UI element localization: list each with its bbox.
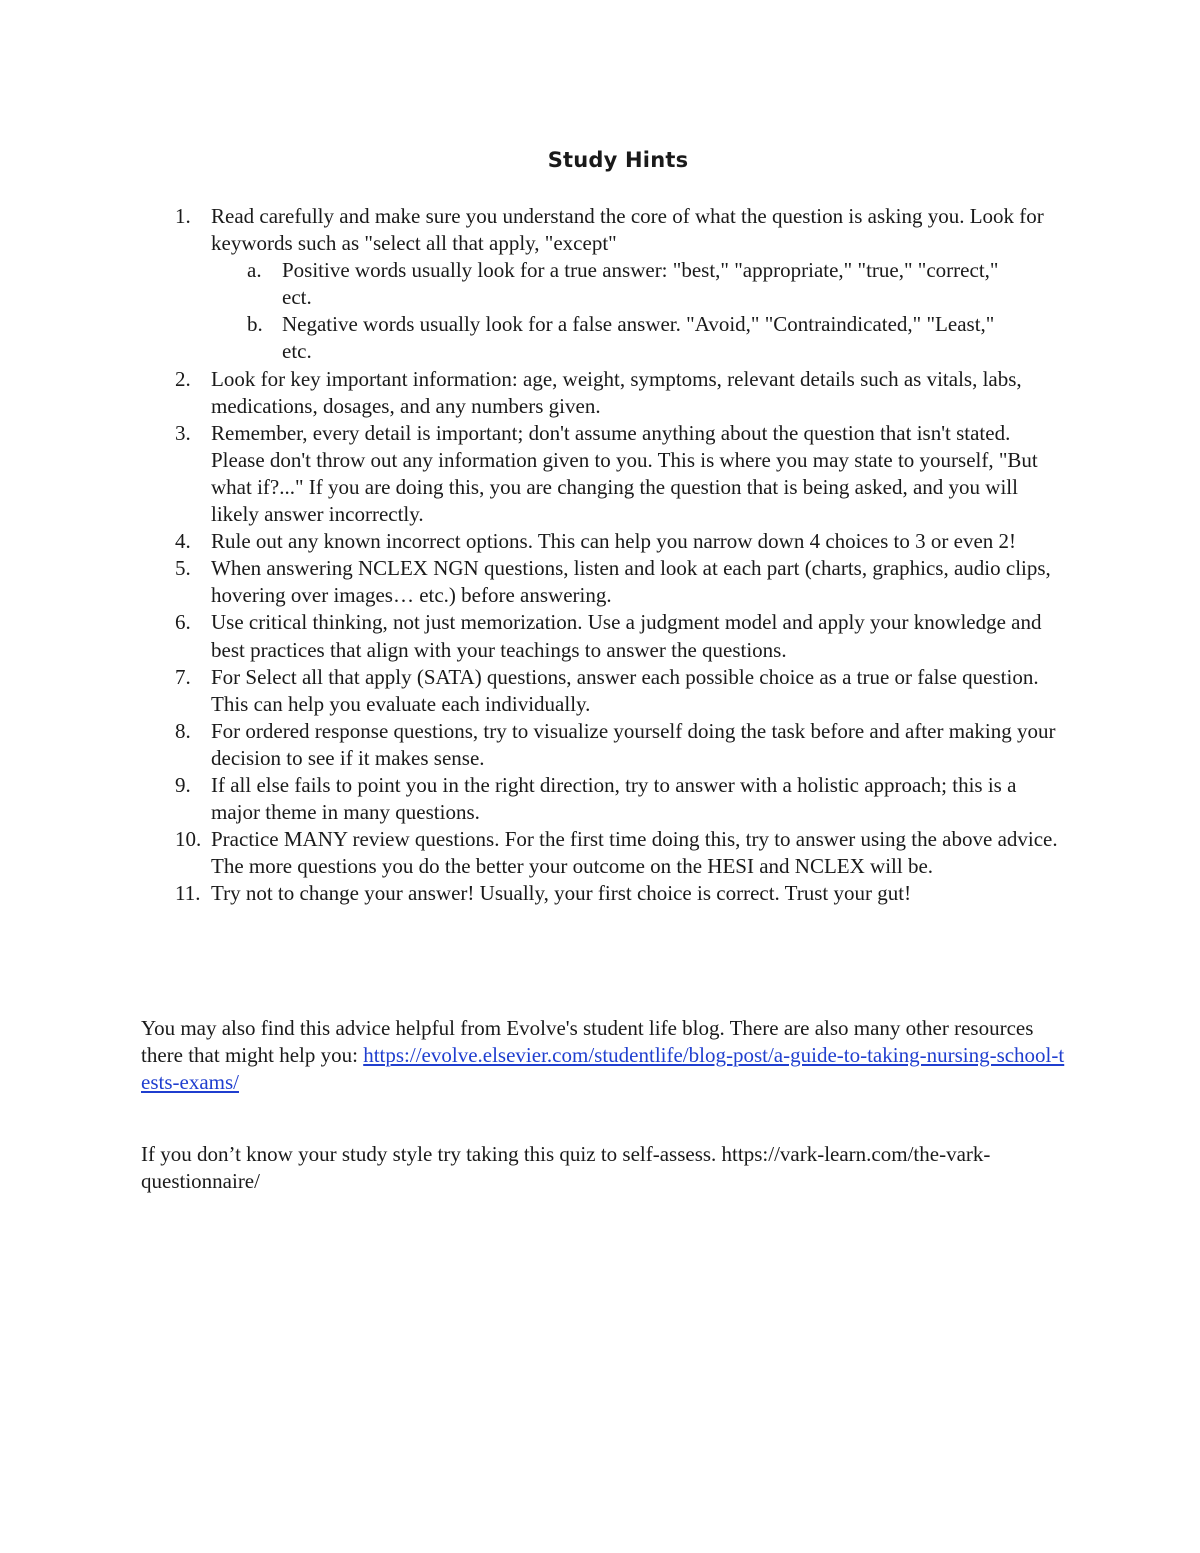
sub-list-item — [0, 257, 1022, 311]
evolve-blog-paragraph — [141, 1015, 1071, 1096]
item-number: 2. — [175, 366, 191, 391]
document-title: Study Hints — [547, 148, 689, 172]
list-item — [0, 772, 1061, 826]
paragraph-text: You may also find this advice helpful from Evolve's student life blog. There are also many other resources there that might help you: — [141, 1016, 1034, 1068]
list-item — [0, 420, 1061, 528]
item-text: Rule out any known incorrect options. This can help you narrow down 4 choices to 3 or even 2! — [211, 529, 1017, 554]
item-text: Practice MANY review questions. For the first time doing this, try to answer using the above advice. The more questions you do the better your outcome on the HESI and NCLEX will be. — [211, 827, 1058, 879]
item-number: 7. — [175, 664, 191, 689]
item-number: 1. — [175, 204, 191, 228]
item-number: 4. — [175, 529, 191, 554]
item-text: For Select all that apply (SATA) questions, answer each possible choice as a true or false question. This can help you evaluate each individually. — [211, 664, 1039, 716]
item-text: Look for key important information: age, weight, symptoms, relevant details such as vitals, labs, medications, dosages, and any numbers given. — [211, 366, 1022, 418]
item-number: 5. — [175, 556, 191, 581]
item-number: 8. — [175, 718, 191, 743]
item-text: For ordered response questions, try to visualize yourself doing the task before and after making your decision to see if it makes sense. — [211, 718, 1056, 770]
item-number: 3. — [175, 420, 191, 445]
list-item — [0, 664, 1061, 718]
item-text: Use critical thinking, not just memorization. Use a judgment model and apply your knowledge and best practices that align with your teachings to answer the questions. — [211, 610, 1042, 662]
item-text: If all else fails to point you in the right direction, try to answer with a holistic approach; this is a major theme in many questions. — [211, 772, 1017, 825]
list-item — [0, 555, 1061, 609]
hints-list — [0, 203, 1200, 907]
item-number: 6. — [175, 610, 191, 635]
item-number: 10. — [175, 827, 202, 852]
sub-item-text: Negative words usually look for a false answer. "Avoid," "Contraindicated," "Least," etc. — [282, 312, 995, 364]
list-item — [0, 366, 1061, 420]
list-item — [0, 203, 1061, 257]
list-item — [0, 528, 1061, 555]
item-text: When answering NCLEX NGN questions, listen and look at each part (charts, graphics, audio clips, hovering over images… etc.) before answering. — [211, 556, 1051, 608]
item-text: Read carefully and make sure you understand the core of what the question is asking you. Look for keywords such as "select all that apply, "except" — [211, 204, 1044, 256]
item-text: Try not to change your answer! Usually, your first choice is correct. Trust your gut! — [211, 881, 912, 906]
list-item — [0, 718, 1061, 772]
item-number: 11. — [175, 881, 201, 906]
item-text: Remember, every detail is important; don't assume anything about the question that isn't stated. Please don't throw out any information given to you. This is where you may state to yourself, "But what if?..." If you are doing this, you are changing the question that is being asked, and you will likely answer incorrectly. — [211, 420, 1038, 527]
item-number: 9. — [175, 772, 191, 797]
sub-item-letter: b. — [247, 312, 263, 337]
sub-item-text: Positive words usually look for a true answer: "best," "appropriate," "true," "correct," ect. — [282, 258, 999, 310]
vark-quiz-paragraph: If you don’t know your study style try taking this quiz to self-assess. https://vark-learn.com/the-vark-questionnaire/ — [141, 1142, 991, 1194]
list-item — [0, 826, 1061, 880]
list-item — [0, 880, 1061, 907]
sub-list-item — [0, 311, 1022, 365]
list-item — [0, 609, 1061, 663]
evolve-blog-link[interactable]: https://evolve.elsevier.com/studentlife/blog-post/a-guide-to-taking-nursing-school-tests-exams/ — [141, 1043, 1065, 1095]
sub-item-letter: a. — [247, 258, 262, 283]
